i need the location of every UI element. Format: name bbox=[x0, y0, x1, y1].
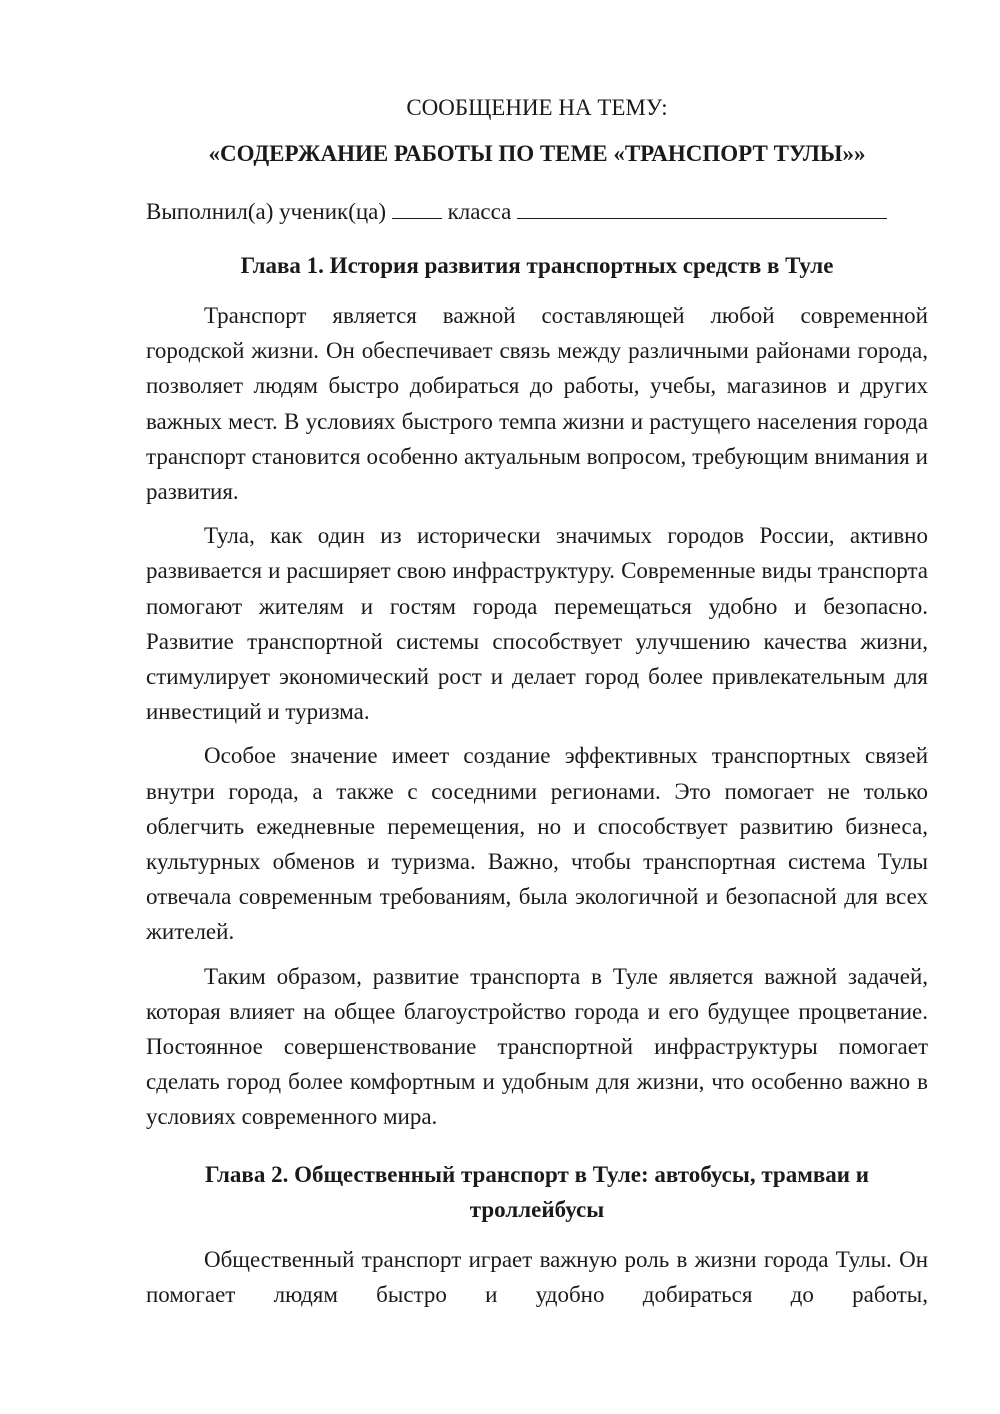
performed-by-label: Выполнил(а) ученик(ца) bbox=[146, 199, 387, 224]
chapter-1-paragraph: Тула, как один из исторически значимых городов России, активно развивается и расширяет свою инфраструктуру. Современные виды транспорта помогают жителям и гостям города перемещаться удобно и безопасно. Развитие транспортной системы способствует улучшению качества жизни, стимулирует экономический рост и делает город более привлекательным для инвестиций и туризма. bbox=[146, 523, 928, 725]
chapter-2-paragraph: Общественный транспорт играет важную роль в жизни города Тулы. Он помогает людям быстро и удобно добираться до работы, bbox=[146, 1246, 928, 1307]
class-number-blank bbox=[392, 196, 442, 219]
chapter-1-paragraph: Таким образом, развитие транспорта в Туле является важной задачей, которая влияет на общее благоустройство города и его будущее процветание. Постоянное совершенствование транспортной инфраструктуры помогает сделать город более комфортным и удобным для жизни, что особенно важно в условиях современного мира. bbox=[146, 963, 928, 1130]
chapter-1-paragraph: Транспорт является важной составляющей любой современной городской жизни. Он обеспечивает связь между различными районами города, позволяет людям быстро добираться до работы, учебы, магазинов и других важных мест. В условиях быстрого темпа жизни и растущего населения города транспорт становится особенно актуальным вопросом, требующим внимания и развития. bbox=[146, 303, 928, 505]
chapter-1-paragraph: Особое значение имеет создание эффективных транспортных связей внутри города, а также с соседними регионами. Это помогает не только облегчить ежедневные перемещения, но и способствует развитию бизнеса, культурных обменов и туризма. Важно, чтобы транспортная система Тулы отвечала современным требованиям, была экологичной и безопасной для всех жителей. bbox=[146, 743, 928, 945]
student-line bbox=[146, 194, 928, 230]
student-name-blank bbox=[517, 196, 887, 219]
document-title: СООБЩЕНИЕ НА ТЕМУ: bbox=[406, 95, 668, 120]
class-label: класса bbox=[447, 199, 512, 224]
document-page bbox=[146, 90, 928, 1312]
chapter-2-heading: Глава 2. Общественный транспорт в Туле: автобусы, трамваи и троллейбусы bbox=[204, 1161, 870, 1222]
document-subtitle: «СОДЕРЖАНИЕ РАБОТЫ ПО ТЕМЕ «ТРАНСПОРТ ТУЛЫ»» bbox=[208, 141, 866, 166]
chapter-1-heading: Глава 1. История развития транспортных средств в Туле bbox=[240, 253, 834, 278]
